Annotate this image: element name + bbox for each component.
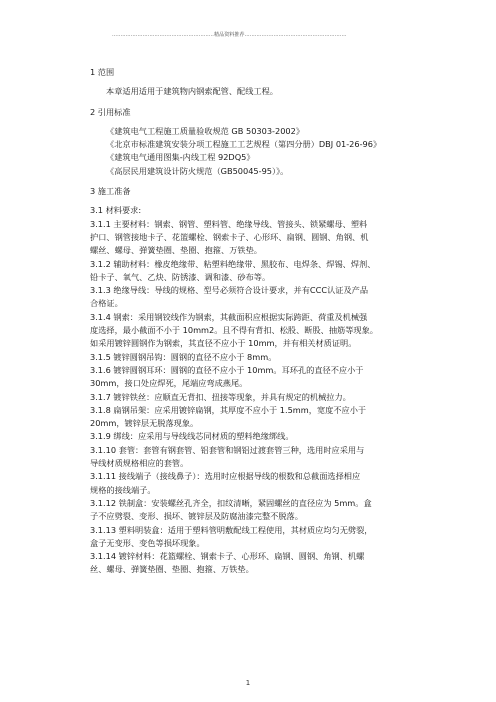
text-line: 子不应劈裂、变形、损坏、镀锌层及防腐油漆完整不脱落。 (90, 511, 303, 522)
text-line: 3.1.2 辅助材料：橡皮绝缘带、粘塑料绝缘带、黑胶布、电焊条、焊锡、焊剂、 (90, 258, 376, 269)
text-line: 3.1.7 镀锌铁丝：应顺直无背扣、扭接等现象，并具有规定的机械拉力。 (90, 391, 351, 402)
section-references (90, 106, 430, 178)
reference-item: 《北京市标准建筑安装分项工程施工工艺规程（第四分册）DBJ 01-26-96》 (106, 139, 382, 150)
reference-item: 《建筑电气通用图集-内线工程 92DQ5》 (106, 152, 255, 163)
paragraph: 本章适用适用于建筑物内钢索配管、配线工程。 (106, 86, 278, 97)
text-line: 30mm，接口处应焊死，尾端应弯成燕尾。 (90, 378, 248, 389)
text-line: 3.1.14 镀锌材料：花篮螺栓、钢索卡子、心形环、扁钢、圆钢、角钢、机螺 (90, 551, 365, 562)
section-title: 3 施工准备 (90, 186, 131, 197)
text-line: 螺丝、螺母、弹簧垫圈、垫圈、抱箍、万铁垫。 (90, 245, 262, 256)
text-line: 3.1.6 镀锌圆钢耳环：圆钢的直径不应小于 10mm。耳环孔的直径不应小于 (90, 364, 364, 375)
reference-item: 《高层民用建筑设计防火规范（GB50045-95）》。 (106, 165, 289, 176)
text-line: 3.1.11 接线端子（接线鼻子）：选用时应根据导线的根数和总截面选择相应 (90, 471, 361, 482)
text-line: 丝、螺母、弹簧垫圈、垫圈、抱箍、万铁垫。 (90, 564, 254, 575)
section-title: 1 范围 (90, 67, 115, 77)
section-scope (90, 66, 430, 99)
text-line: 规格的接线端子。 (90, 484, 156, 495)
text-line: 如采用镀锌圆钢作为钢索，其直径不应小于 10mm，并有相关材质证明。 (90, 338, 357, 349)
document-body (90, 66, 430, 577)
text-line: 3.1.8 扁钢吊架：应采用镀锌扁钢，其厚度不应小于 1.5mm，宽度不应小于 (90, 404, 367, 415)
reference-item: 《建筑电气工程施工质量验收规范 GB 50303-2002》 (106, 125, 305, 136)
text-line: 3.1.4 钢索：采用钢铰线作为钢索，其截面积应根据实际跨距、荷重及机械强 (90, 311, 368, 322)
text-line: 护口、钢管接地卡子、花篮螺栓、钢索卡子、心形环、扁钢、圆钢、角钢、机 (90, 231, 369, 242)
section-preparation (90, 185, 430, 577)
text-line: 3.1.1 主要材料：钢索、钢管、塑料管、绝缘导线、管接头、锁紧螺母、塑料 (90, 218, 368, 229)
text-line: 盒子无变形、变色等损坏现象。 (90, 537, 205, 548)
text-line: 20mm，镀锌层无脱落现象。 (90, 418, 199, 429)
text-line: 3.1 材料要求: (90, 205, 142, 216)
text-line: 合格证。 (90, 298, 123, 309)
text-line: 度选择，最小截面不小于 10mm2。且不得有背扣、松股、断股、抽筋等现象。 (90, 325, 378, 336)
text-line: 导线材质规格相应的套管。 (90, 458, 189, 469)
text-line: 3.1.10 套管：套管有钢套管、铝套管和钢铝过渡套管三种，选用时应采用与 (90, 444, 365, 455)
page-number: 1 (245, 679, 251, 687)
text-line: 3.1.5 镀锌圆钢吊钩：圆钢的直径不应小于 8mm。 (90, 351, 277, 362)
text-line: 3.1.12 铁制盒：安装螺丝孔齐全，扣纹清晰，紧固螺丝的直径应为 5mm。盒 (90, 497, 372, 508)
text-line: 3.1.13 塑料明装盒：适用于塑料管明敷配线工程使用，其材质应均匀无劈裂， (90, 524, 373, 535)
text-line: 3.1.3 绝缘导线：导线的规格、型号必须符合设计要求，并有CCC认证及产品 (90, 285, 369, 296)
text-line: 3.1.9 绑线：应采用与导线线芯同材质的塑料绝缘绑线。 (90, 431, 294, 442)
text-line: 铅卡子、氧气、乙炔、防锈漆、调和漆、砂布等。 (90, 271, 271, 282)
page-header: ……………………………………………………精品资料推荐…………………………………………………… (112, 32, 347, 38)
section-title: 2 引用标准 (90, 106, 131, 117)
